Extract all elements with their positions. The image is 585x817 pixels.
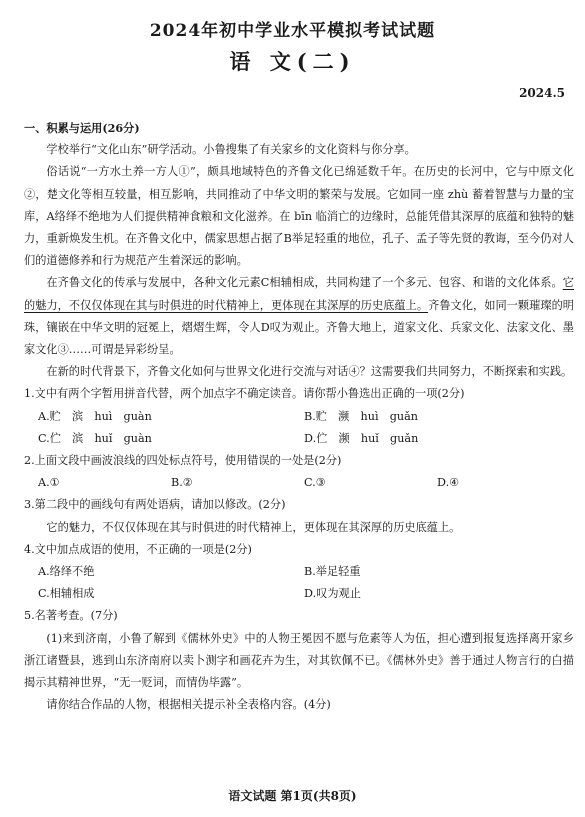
exam-date: 2024.5 (519, 86, 565, 100)
underlined-sentence: 它的魅力，不仅仅体现在其与时俱进的时代精神上，更体现在其深厚的历史底蕴上。 (24, 276, 574, 312)
passage-paragraph-1: 俗话说“一方水土养一方人①”，颇具地域特色的齐鲁文化已绵延数千年。在历史的长河中，它与中原文化②，楚文化等相互较量，相互影响，共同推动了中华文明的繁荣与发展。它如同一座 zhù 蓄着智慧与力量的宝库，A络绎不绝地为人们提供精神食粮和文化滋养。在 bīn 临消亡的边缘时，总能凭借其深厚的底蕴和独特的魅力，重新焕发生机。在齐鲁文化中，儒家思想占据了B举足轻重的地位，孔子、孟子等先贤的教诲，至今仍对人们的道德修养和行为规范产生着深远的影响。 (24, 165, 574, 268)
section-intro: 学校举行“文化山东”研学活动。小鲁搜集了有关家乡的文化资料与你分享。 (46, 143, 416, 157)
option-d: D.叹为观止 (304, 587, 361, 601)
question-4-stem: 4.文中加点成语的使用，不正确的一项是(2分) (24, 542, 252, 556)
passage-paragraph-2 (24, 272, 574, 361)
question-1-options-row (24, 406, 574, 428)
option-b: B.贮 濒 huì guǎn (304, 409, 418, 423)
question-2-options-row (24, 472, 574, 494)
option-c: C.伫 滨 huǐ guàn (38, 431, 152, 445)
exam-title: 2024年初中学业水平模拟考试试题 (149, 21, 436, 41)
question-5-prompt: 请你结合作品的人物，根据相关提示补全表格内容。(4分) (46, 698, 331, 712)
option-a: A.络绎不绝 (38, 565, 95, 579)
exam-content (24, 117, 574, 716)
question-4-options-row (24, 561, 574, 583)
question-1-stem: 1.文中有两个字暂用拼音代替，两个加点字不确定读音。请你帮小鲁选出正确的一项(2分) (24, 387, 465, 401)
question-4-options-row (24, 583, 574, 605)
section-heading: 一、积累与运用(26分) (24, 121, 140, 135)
option-c: C.相辅相成 (38, 587, 95, 601)
option-d: D.伫 濒 huǐ guǎn (304, 431, 419, 445)
page-footer: 语文试题 第1页(共8页) (228, 789, 357, 803)
passage-text: 在齐鲁文化的传承与发展中，各种文化元素C相辅相成，共同构建了一个多元、包容、和谐的文化体系。 (46, 276, 563, 290)
question-5-stem: 5.名著考查。(7分) (24, 609, 118, 623)
option-a: A.① (38, 476, 60, 490)
option-b: B.举足轻重 (304, 565, 361, 579)
question-5-part-1: (1)来到济南，小鲁了解到《儒林外史》中的人物王冕因不愿与危素等人为伍，担心遭到报复选择离开家乡浙江诸暨县，逃到山东济南府以卖卜测字和画花卉为生，对其钦佩不已。《儒林外史》善于通过人物言行的白描揭示其精神世界，“无一贬词，而情伪毕露”。 (24, 631, 574, 690)
passage-paragraph-3: 在新的时代背景下，齐鲁文化如何与世界文化进行交流与对话④？这需要我们共同努力，不断探索和实践。 (46, 365, 573, 379)
option-c: C.③ (304, 476, 326, 490)
question-2-stem: 2.上面文段中画波浪线的四处标点符号，使用错误的一处是(2分) (24, 454, 342, 468)
question-1-options-row (24, 428, 574, 450)
passage-text: 齐鲁文化，如同一颗璀璨的明珠，镶嵌在中华文明的冠冕上，熠熠生辉，令人D叹为观止。齐鲁大地上，道家文化、兵家文化、法家文化、墨家文化③……可谓是异彩纷呈。 (24, 298, 574, 357)
option-b: B.② (171, 476, 193, 490)
option-d: D.④ (437, 476, 460, 490)
option-a: A.贮 滨 huì guàn (38, 409, 152, 423)
exam-subtitle: 语 文(二) (229, 49, 356, 74)
question-3-sentence: 它的魅力，不仅仅体现在其与时俱进的时代精神上，更体现在其深厚的历史底蕴上。 (46, 520, 461, 534)
question-3-stem: 3.第二段中的画线句有两处语病，请加以修改。(2分) (24, 498, 286, 512)
